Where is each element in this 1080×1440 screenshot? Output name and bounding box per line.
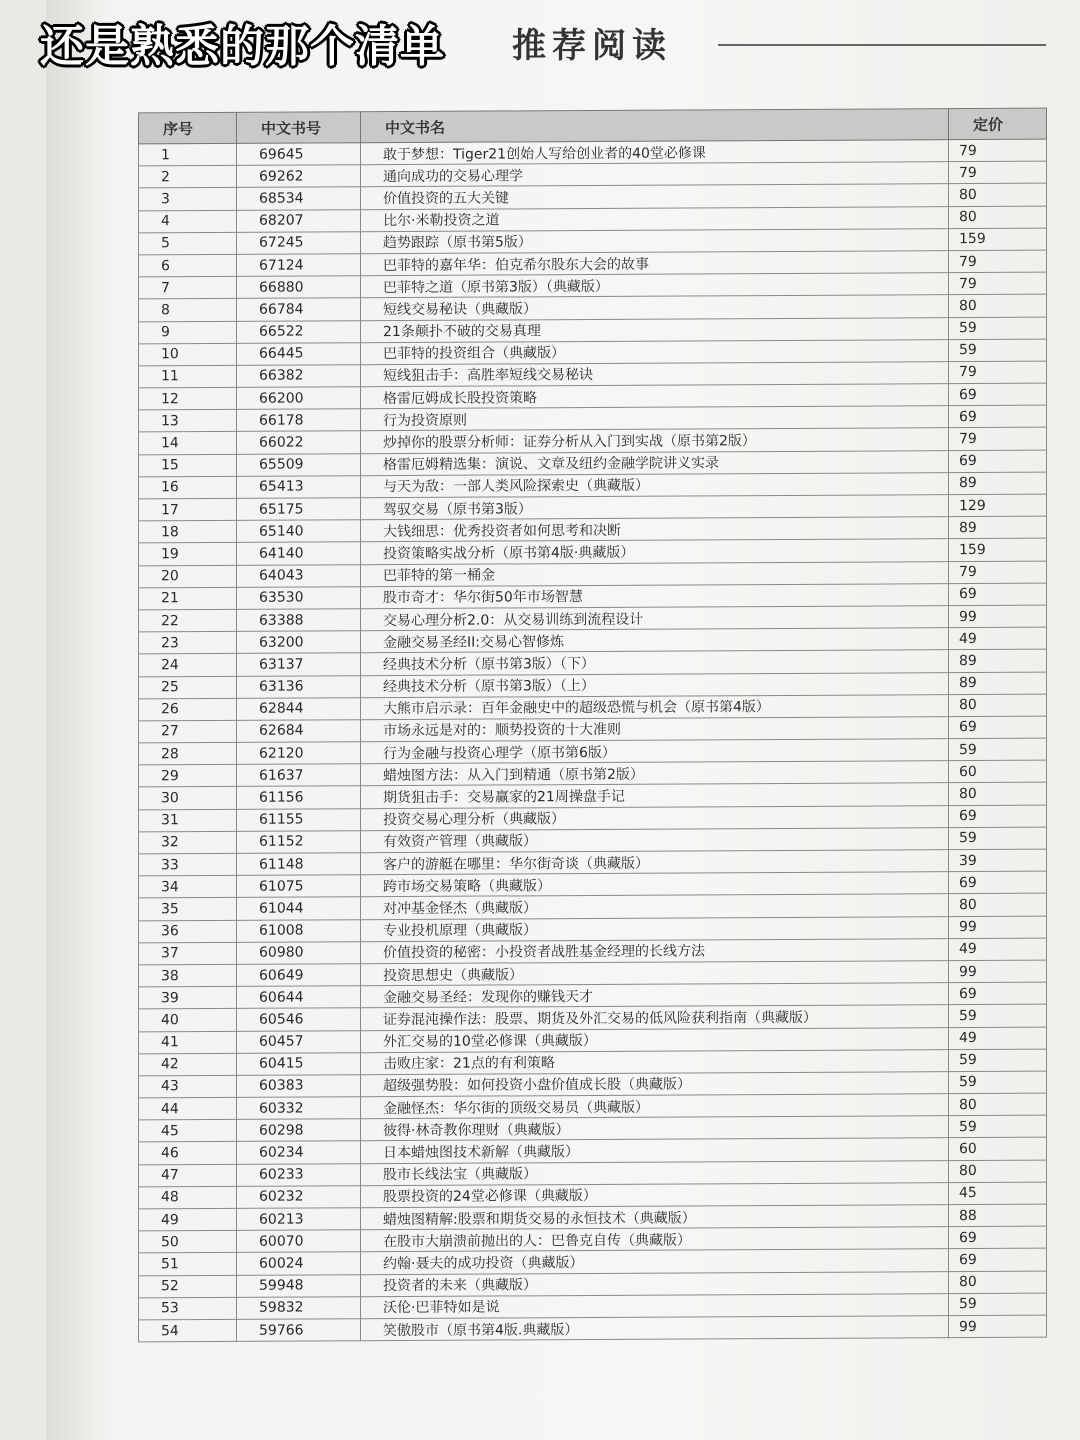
cell-price: 99 <box>949 1315 1047 1338</box>
cell-book-title: 对冲基金怪杰（典藏版） <box>361 894 949 919</box>
cell-index: 54 <box>139 1319 237 1342</box>
cell-index: 12 <box>139 387 237 410</box>
cell-price: 80 <box>949 183 1047 206</box>
cell-index: 5 <box>139 232 237 255</box>
cell-book-title: 通向成功的交易心理学 <box>361 162 949 187</box>
cell-price: 89 <box>949 672 1047 695</box>
cell-price: 80 <box>949 783 1047 806</box>
cell-price: 45 <box>949 1182 1047 1205</box>
cell-book-title: 短线狙击手：高胜率短线交易秘诀 <box>361 362 949 387</box>
cell-index: 36 <box>139 920 237 943</box>
cell-price: 89 <box>949 516 1047 539</box>
cell-index: 23 <box>139 631 237 654</box>
cell-price: 80 <box>949 1160 1047 1183</box>
cell-book-title: 专业投机原理（典藏版） <box>361 916 949 941</box>
cell-price: 80 <box>949 294 1047 317</box>
cell-book-number: 63200 <box>237 631 361 654</box>
cell-book-number: 61044 <box>237 897 361 920</box>
cell-book-title: 经典技术分析（原书第3版）（上） <box>361 672 949 697</box>
cell-book-number: 62120 <box>237 742 361 765</box>
header-rule <box>718 44 1046 46</box>
cell-book-title: 价值投资的五大关键 <box>361 184 949 209</box>
cell-index: 25 <box>139 676 237 699</box>
cell-book-title: 格雷厄姆精选集：演说、文章及纽约金融学院讲义实录 <box>361 450 949 475</box>
cell-index: 2 <box>139 166 237 189</box>
cell-price: 79 <box>949 139 1047 162</box>
cell-index: 6 <box>139 254 237 277</box>
cell-index: 26 <box>139 698 237 721</box>
cell-book-title: 交易心理分析2.0：从交易训练到流程设计 <box>361 606 949 631</box>
cell-book-title: 行为投资原则 <box>361 406 949 431</box>
book-list-table <box>138 108 1047 1343</box>
cell-price: 99 <box>949 960 1047 983</box>
book-list-table-wrapper <box>138 108 1046 1343</box>
cell-book-title: 行为金融与投资心理学（原书第6版） <box>361 739 949 764</box>
cell-price: 80 <box>949 893 1047 916</box>
cell-index: 21 <box>139 587 237 610</box>
cell-index: 18 <box>139 521 237 544</box>
cell-index: 41 <box>139 1031 237 1054</box>
cell-book-title: 约翰·聂夫的成功投资（典藏版） <box>361 1249 949 1274</box>
cell-price: 49 <box>949 938 1047 961</box>
cell-index: 37 <box>139 942 237 965</box>
cell-price: 59 <box>949 738 1047 761</box>
cell-book-number: 60649 <box>237 964 361 987</box>
cell-book-title: 投资策略实战分析（原书第4版·典藏版） <box>361 539 949 564</box>
cell-book-title: 有效资产管理（典藏版） <box>361 827 949 852</box>
cell-index: 13 <box>139 410 237 433</box>
cell-price: 69 <box>949 871 1047 894</box>
cell-book-number: 64043 <box>237 564 361 587</box>
cell-book-number: 59766 <box>237 1319 361 1342</box>
cell-book-number: 60332 <box>237 1097 361 1120</box>
cell-book-number: 63137 <box>237 653 361 676</box>
cell-book-title: 股票投资的24堂必修课（典藏版） <box>361 1182 949 1207</box>
cell-index: 39 <box>139 986 237 1009</box>
cell-index: 20 <box>139 565 237 588</box>
cell-index: 27 <box>139 720 237 743</box>
cell-index: 53 <box>139 1297 237 1320</box>
cell-price: 60 <box>949 760 1047 783</box>
cell-price: 129 <box>949 494 1047 517</box>
cell-book-title: 投资思想史（典藏版） <box>361 961 949 986</box>
cell-book-number: 59832 <box>237 1296 361 1319</box>
cell-book-title: 蜡烛图方法：从入门到精通（原书第2版） <box>361 761 949 786</box>
cell-index: 45 <box>139 1120 237 1143</box>
cell-book-title: 股市奇才：华尔街50年市场智慧 <box>361 583 949 608</box>
cell-index: 43 <box>139 1075 237 1098</box>
cell-book-number: 67124 <box>237 254 361 277</box>
cell-price: 79 <box>949 250 1047 273</box>
cell-price: 59 <box>949 1115 1047 1138</box>
cell-book-number: 60234 <box>237 1141 361 1164</box>
cell-price: 88 <box>949 1204 1047 1227</box>
header-index: 序号 <box>139 112 237 144</box>
cell-index: 40 <box>139 1009 237 1032</box>
cell-book-number: 63530 <box>237 586 361 609</box>
cell-book-number: 63388 <box>237 609 361 632</box>
cell-price: 49 <box>949 627 1047 650</box>
cell-price: 59 <box>949 317 1047 340</box>
cell-book-number: 60233 <box>237 1163 361 1186</box>
cell-book-number: 68534 <box>237 187 361 210</box>
cell-book-title: 驾驭交易（原书第3版） <box>361 495 949 520</box>
cell-index: 35 <box>139 898 237 921</box>
header-book-number: 中文书号 <box>237 112 361 144</box>
cell-book-number: 60383 <box>237 1075 361 1098</box>
cell-price: 69 <box>949 450 1047 473</box>
cell-book-number: 63136 <box>237 675 361 698</box>
cell-book-title: 趋势跟踪（原书第5版） <box>361 228 949 253</box>
cell-index: 47 <box>139 1164 237 1187</box>
cell-book-title: 比尔·米勒投资之道 <box>361 206 949 231</box>
cell-book-number: 66784 <box>237 298 361 321</box>
cell-book-number: 62844 <box>237 697 361 720</box>
cell-book-title: 客户的游艇在哪里：华尔街奇谈（典藏版） <box>361 850 949 875</box>
cell-index: 16 <box>139 476 237 499</box>
cell-book-number: 65140 <box>237 520 361 543</box>
cell-index: 1 <box>139 143 237 166</box>
cell-book-number: 60298 <box>237 1119 361 1142</box>
cell-book-number: 60024 <box>237 1252 361 1275</box>
cell-book-title: 沃伦·巴菲特如是说 <box>361 1293 949 1318</box>
cell-index: 22 <box>139 609 237 632</box>
cell-book-number: 59948 <box>237 1274 361 1297</box>
cell-book-title: 价值投资的秘密：小投资者战胜基金经理的长线方法 <box>361 938 949 963</box>
cell-index: 9 <box>139 321 237 344</box>
cell-index: 38 <box>139 964 237 987</box>
cell-price: 69 <box>949 1226 1047 1249</box>
cell-price: 69 <box>949 1248 1047 1271</box>
cell-index: 33 <box>139 853 237 876</box>
cell-book-number: 66445 <box>237 342 361 365</box>
cell-price: 49 <box>949 1027 1047 1050</box>
cell-book-title: 击败庄家：21点的有利策略 <box>361 1049 949 1074</box>
cell-index: 19 <box>139 543 237 566</box>
cell-book-title: 敢于梦想：Tiger21创始人写给创业者的40堂必修课 <box>361 140 949 165</box>
cell-book-number: 61075 <box>237 875 361 898</box>
header-book-title: 中文书名 <box>361 109 949 143</box>
cell-book-number: 60070 <box>237 1230 361 1253</box>
cell-book-title: 期货狙击手：交易赢家的21周操盘手记 <box>361 783 949 808</box>
cell-index: 10 <box>139 343 237 366</box>
cell-book-title: 炒掉你的股票分析师：证券分析从入门到实战（原书第2版） <box>361 428 949 453</box>
cell-price: 59 <box>949 1049 1047 1072</box>
cell-book-number: 66382 <box>237 365 361 388</box>
cell-book-number: 61148 <box>237 853 361 876</box>
section-title: 推荐阅读 <box>512 26 672 66</box>
cell-book-number: 66022 <box>237 431 361 454</box>
cell-price: 60 <box>949 1138 1047 1161</box>
cell-book-title: 外汇交易的10堂必修课（典藏版） <box>361 1027 949 1052</box>
cell-book-number: 60980 <box>237 941 361 964</box>
cell-book-number: 68207 <box>237 209 361 232</box>
cell-book-title: 金融交易圣经：发现你的赚钱天才 <box>361 983 949 1008</box>
cell-book-title: 金融交易圣经II:交易心智修炼 <box>361 628 949 653</box>
cell-price: 59 <box>949 1004 1047 1027</box>
cell-book-title: 在股市大崩溃前抛出的人：巴鲁克自传（典藏版） <box>361 1227 949 1252</box>
cell-book-number: 61008 <box>237 919 361 942</box>
cell-index: 4 <box>139 210 237 233</box>
cell-book-title: 市场永远是对的：顺势投资的十大准则 <box>361 717 949 742</box>
overlay-title: 还是熟悉的那个清单 <box>40 21 445 72</box>
cell-book-title: 跨市场交易策略（典藏版） <box>361 872 949 897</box>
cell-book-number: 65175 <box>237 498 361 521</box>
cell-book-title: 股市长线法宝（典藏版） <box>361 1160 949 1185</box>
cell-book-number: 60415 <box>237 1052 361 1075</box>
cell-price: 69 <box>949 583 1047 606</box>
cell-book-title: 巴菲特的投资组合（典藏版） <box>361 339 949 364</box>
cell-book-number: 61156 <box>237 786 361 809</box>
cell-book-number: 61152 <box>237 831 361 854</box>
cell-price: 99 <box>949 605 1047 628</box>
cell-book-title: 证券混沌操作法：股票、期货及外汇交易的低风险获利指南（典藏版） <box>361 1005 949 1030</box>
cell-book-number: 61637 <box>237 764 361 787</box>
cell-price: 99 <box>949 916 1047 939</box>
cell-price: 69 <box>949 383 1047 406</box>
cell-book-title: 短线交易秘诀（典藏版） <box>361 295 949 320</box>
cell-price: 39 <box>949 849 1047 872</box>
cell-book-number: 69262 <box>237 165 361 188</box>
cell-price: 59 <box>949 827 1047 850</box>
cell-book-title: 格雷厄姆成长股投资策略 <box>361 384 949 409</box>
cell-index: 30 <box>139 787 237 810</box>
cell-price: 59 <box>949 1071 1047 1094</box>
cell-book-title: 巴菲特之道（原书第3版）（典藏版） <box>361 273 949 298</box>
cell-price: 59 <box>949 1293 1047 1316</box>
cell-book-number: 65509 <box>237 453 361 476</box>
cell-book-number: 66200 <box>237 387 361 410</box>
cell-price: 69 <box>949 982 1047 1005</box>
cell-book-number: 67245 <box>237 231 361 254</box>
cell-price: 79 <box>949 428 1047 451</box>
cell-index: 32 <box>139 831 237 854</box>
cell-book-number: 65413 <box>237 476 361 499</box>
cell-book-number: 60644 <box>237 986 361 1009</box>
header-price: 定价 <box>949 108 1047 140</box>
cell-index: 42 <box>139 1053 237 1076</box>
cell-price: 89 <box>949 472 1047 495</box>
cell-book-title: 巴菲特的第一桶金 <box>361 561 949 586</box>
cell-index: 17 <box>139 498 237 521</box>
cell-book-number: 69645 <box>237 143 361 166</box>
cell-price: 79 <box>949 272 1047 295</box>
cell-book-number: 64140 <box>237 542 361 565</box>
cell-book-number: 60213 <box>237 1208 361 1231</box>
cell-book-number: 62684 <box>237 720 361 743</box>
cell-book-title: 超级强势股：如何投资小盘价值成长股（典藏版） <box>361 1072 949 1097</box>
cell-book-title: 投资者的未来（典藏版） <box>361 1271 949 1296</box>
cell-price: 159 <box>949 538 1047 561</box>
cell-price: 59 <box>949 339 1047 362</box>
cell-price: 69 <box>949 805 1047 828</box>
cell-price: 80 <box>949 206 1047 229</box>
cell-index: 34 <box>139 876 237 899</box>
cell-price: 69 <box>949 716 1047 739</box>
cell-book-title: 蜡烛图精解:股票和期货交易的永恒技术（典藏版） <box>361 1205 949 1230</box>
cell-book-title: 大钱细思：优秀投资者如何思考和决断 <box>361 517 949 542</box>
cell-book-title: 大熊市启示录：百年金融史中的超级恐慌与机会（原书第4版） <box>361 694 949 719</box>
cell-index: 48 <box>139 1186 237 1209</box>
cell-price: 80 <box>949 1271 1047 1294</box>
cell-book-number: 66178 <box>237 409 361 432</box>
cell-index: 31 <box>139 809 237 832</box>
cell-index: 46 <box>139 1142 237 1165</box>
cell-price: 79 <box>949 561 1047 584</box>
cell-index: 51 <box>139 1253 237 1276</box>
cell-index: 7 <box>139 276 237 299</box>
cell-price: 89 <box>949 649 1047 672</box>
cell-index: 15 <box>139 454 237 477</box>
cell-book-title: 与天为敌：一部人类风险探索史（典藏版） <box>361 472 949 497</box>
cell-book-title: 日本蜡烛图技术新解（典藏版） <box>361 1138 949 1163</box>
cell-price: 80 <box>949 694 1047 717</box>
cell-price: 79 <box>949 361 1047 384</box>
cell-book-title: 笑傲股市（原书第4版.典藏版） <box>361 1316 949 1341</box>
cell-index: 3 <box>139 188 237 211</box>
cell-index: 29 <box>139 765 237 788</box>
cell-book-title: 经典技术分析（原书第3版）（下） <box>361 650 949 675</box>
cell-index: 49 <box>139 1208 237 1231</box>
cell-price: 159 <box>949 228 1047 251</box>
cell-book-title: 21条颠扑不破的交易真理 <box>361 317 949 342</box>
cell-price: 69 <box>949 405 1047 428</box>
cell-book-title: 彼得·林奇教你理财（典藏版） <box>361 1116 949 1141</box>
cell-index: 8 <box>139 299 237 322</box>
cell-index: 14 <box>139 432 237 455</box>
table-body <box>139 139 1047 1342</box>
cell-book-number: 60546 <box>237 1008 361 1031</box>
cell-price: 79 <box>949 161 1047 184</box>
cell-book-title: 投资交易心理分析（典藏版） <box>361 805 949 830</box>
cell-book-title: 金融怪杰：华尔街的顶级交易员（典藏版） <box>361 1094 949 1119</box>
cell-book-title: 巴菲特的嘉年华：伯克希尔股东大会的故事 <box>361 251 949 276</box>
cell-book-number: 60457 <box>237 1030 361 1053</box>
cell-book-number: 66522 <box>237 320 361 343</box>
cell-book-number: 61155 <box>237 808 361 831</box>
table-row <box>139 1315 1047 1342</box>
cell-index: 24 <box>139 654 237 677</box>
cell-index: 50 <box>139 1231 237 1254</box>
cell-price: 80 <box>949 1093 1047 1116</box>
cell-book-number: 66880 <box>237 276 361 299</box>
cell-index: 11 <box>139 365 237 388</box>
cell-book-number: 60232 <box>237 1186 361 1209</box>
table-header-row <box>139 108 1047 144</box>
cell-index: 52 <box>139 1275 237 1298</box>
cell-index: 28 <box>139 742 237 765</box>
cell-index: 44 <box>139 1097 237 1120</box>
